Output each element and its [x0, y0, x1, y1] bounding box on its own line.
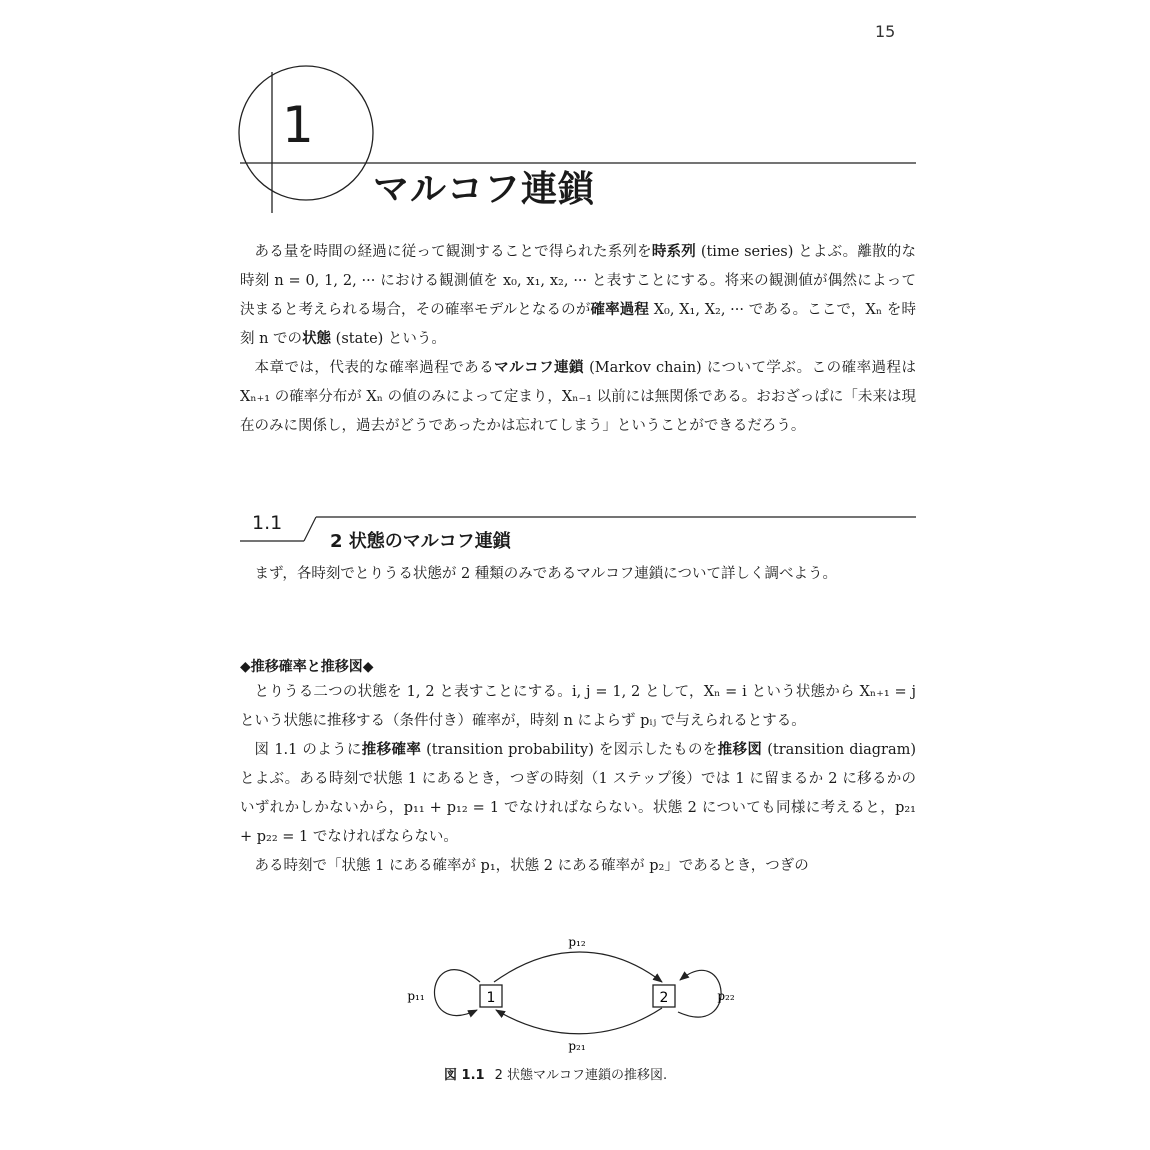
subsection-paragraph-3: ある時刻で「状態 1 にある確率が p₁，状態 2 にある確率が p₂」であるとき，つぎの [254, 858, 809, 874]
subsection-paragraph-2: 図 1.1 のように推移確率 (transition probability) を図示したものを推移図 (transition diagram) とよぶ。ある時刻で状態 1 にあるとき，つぎの時刻（1 ステップ後）では 1 に留まるか 2 に移るかのいずれかしかないから，p₁₁ + p₁₂ = 1 でなければならない。状態 2 についても同様に考えると，p₂₁ + p₂₂ = 1 でなければならない。 [240, 742, 917, 845]
intro-paragraph-2: 本章では，代表的な確率過程であるマルコフ連鎖 (Markov chain) について学ぶ。この確率過程は Xₙ₊₁ の確率分布が Xₙ の値のみによって定まり，Xₙ₋₁ 以前には無関係である。おおざっぱに「未来は現在のみに関係し，過去がどうであったかは忘れてしまう」ということができるだろう。 [240, 360, 917, 434]
arrow-p21 [496, 1008, 662, 1034]
term-state: 状態 [302, 331, 332, 347]
term-transition-diagram: 推移図 [717, 742, 763, 758]
chapter-number: 1 [282, 96, 314, 154]
figure-caption [444, 1064, 667, 1083]
chapter-title: マルコフ連鎖 [373, 169, 596, 210]
page-number: 15 [875, 22, 896, 41]
section-intro [240, 560, 916, 589]
label-p12: p₁₂ [568, 935, 586, 949]
loop-arrow-p11 [434, 970, 480, 1016]
term-markov-chain: マルコフ連鎖 [494, 360, 585, 376]
intro-paragraph-1: ある量を時間の経過に従って観測することで得られた系列を時系列 (time series) とよぶ。離散的な時刻 n = 0, 1, 2, ··· における観測値を x₀, x₁, x₂, ··· と表すことにする。将来の観測値が偶然によって決まると考えられる場合，その確率モデルとなるのが確率過程 X₀, X₁, X₂, ··· である。ここで，Xₙ を時刻 n での状態 (state) という。 [240, 244, 917, 347]
section-decoration [0, 0, 1150, 560]
arrow-p12 [494, 952, 662, 982]
label-p11: p₁₁ [407, 989, 425, 1003]
subsection-paragraph-1: とりうる二つの状態を 1, 2 と表すことにする。i, j = 1, 2 として，Xₙ = i という状態から Xₙ₊₁ = j という状態に推移する（条件付き）確率が，時刻 n によらず pᵢⱼ で与えられるとする。 [240, 684, 916, 729]
loop-arrow-p22 [678, 970, 721, 1017]
term-stochastic-process: 確率過程 [590, 302, 649, 318]
subsection-heading: ◆推移確率と推移図◆ [240, 659, 374, 675]
section-title: 2 状態のマルコフ連鎖 [330, 531, 511, 552]
label-p22: p₂₂ [717, 989, 735, 1003]
figure-caption-text: 2 状態マルコフ連鎖の推移図. [494, 1068, 668, 1083]
state-2-label: 2 [659, 990, 669, 1006]
transition-diagram [380, 930, 770, 1060]
state-1-label: 1 [486, 990, 496, 1006]
section-slant [304, 517, 316, 541]
section-number: 1.1 [252, 512, 283, 534]
subsection-body [240, 678, 916, 881]
term-transition-probability: 推移確率 [361, 742, 422, 758]
term-time-series: 時系列 [651, 244, 696, 260]
label-p21: p₂₁ [568, 1039, 586, 1053]
figure-caption-number: 図 1.1 [444, 1068, 485, 1083]
section-intro-paragraph: まず，各時刻でとりうる状態が 2 種類のみであるマルコフ連鎖について詳しく調べよう。 [254, 566, 837, 582]
